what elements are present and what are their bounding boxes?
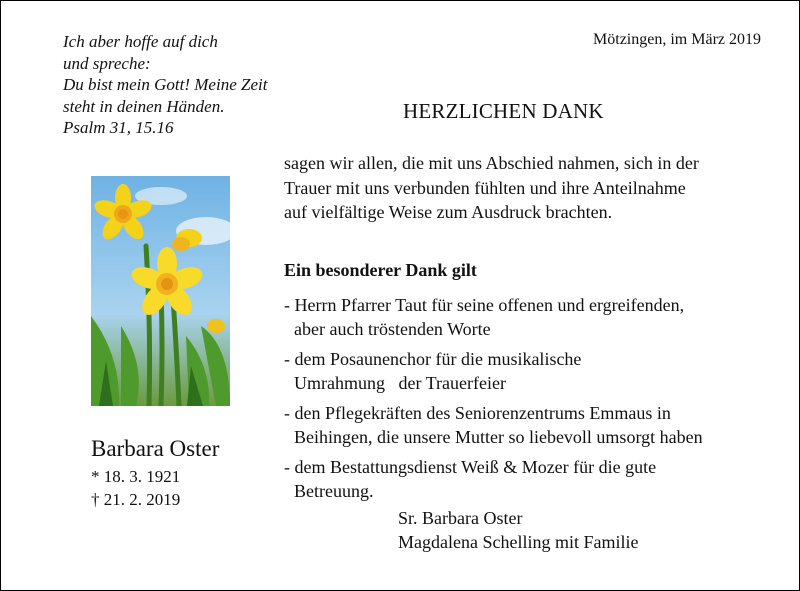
list-item-line: aber auch tröstenden Worte [294, 318, 491, 339]
list-item-line: - dem Bestattungsdienst Weiß & Mozer für die gute [284, 457, 657, 477]
psalm-line: Du bist mein Gott! Meine Zeit [63, 75, 268, 94]
daffodils-image [91, 176, 230, 406]
place-date: Mötzingen, im März 2019 [593, 31, 761, 48]
birth-date: * 18. 3. 1921 [91, 467, 181, 486]
psalm-line: und spreche: [63, 53, 151, 73]
death-date: † 21. 2. 2019 [91, 490, 181, 509]
list-item [284, 456, 784, 503]
signature-block [398, 506, 638, 554]
intro-text [284, 151, 774, 225]
intro-line: Trauer mit uns verbunden fühlten und ihre Anteilnahme [284, 177, 686, 198]
list-item [284, 402, 784, 449]
psalm-reference: Psalm 31, 15.16 [63, 118, 174, 137]
list-item [284, 348, 784, 395]
thanks-list [284, 294, 784, 510]
psalm-line: Ich aber hoffe auf dich [63, 32, 218, 51]
page-title: HERZLICHEN DANK [403, 99, 604, 123]
intro-line: auf vielfältige Weise zum Ausdruck brachten. [284, 202, 613, 222]
special-thanks-heading: Ein besonderer Dank gilt [284, 260, 477, 280]
signer-name: Sr. Barbara Oster [398, 508, 523, 528]
signer-name: Magdalena Schelling mit Familie [398, 532, 639, 552]
intro-line: sagen wir allen, die mit uns Abschied nahmen, sich in der [284, 153, 699, 173]
list-item-line: Betreuung. [294, 480, 374, 501]
list-item-line: - dem Posaunenchor für die musikalische [284, 349, 582, 369]
psalm-quote [63, 31, 267, 139]
list-item-line: - Herrn Pfarrer Taut für seine offenen und ergreifenden, [284, 295, 685, 315]
life-dates [91, 465, 219, 511]
list-item-line: Umrahmung der Trauerfeier [294, 372, 506, 393]
deceased-name: Barbara Oster [91, 436, 220, 461]
list-item-line: - den Pflegekräften des Seniorenzentrums Emmaus in [284, 403, 671, 423]
list-item [284, 294, 784, 341]
daffodils-photo [91, 176, 230, 406]
list-item-line: Beihingen, die unsere Mutter so liebevoll umsorgt haben [294, 426, 703, 447]
deceased-info [91, 436, 219, 511]
psalm-line: steht in deinen Händen. [63, 96, 225, 116]
